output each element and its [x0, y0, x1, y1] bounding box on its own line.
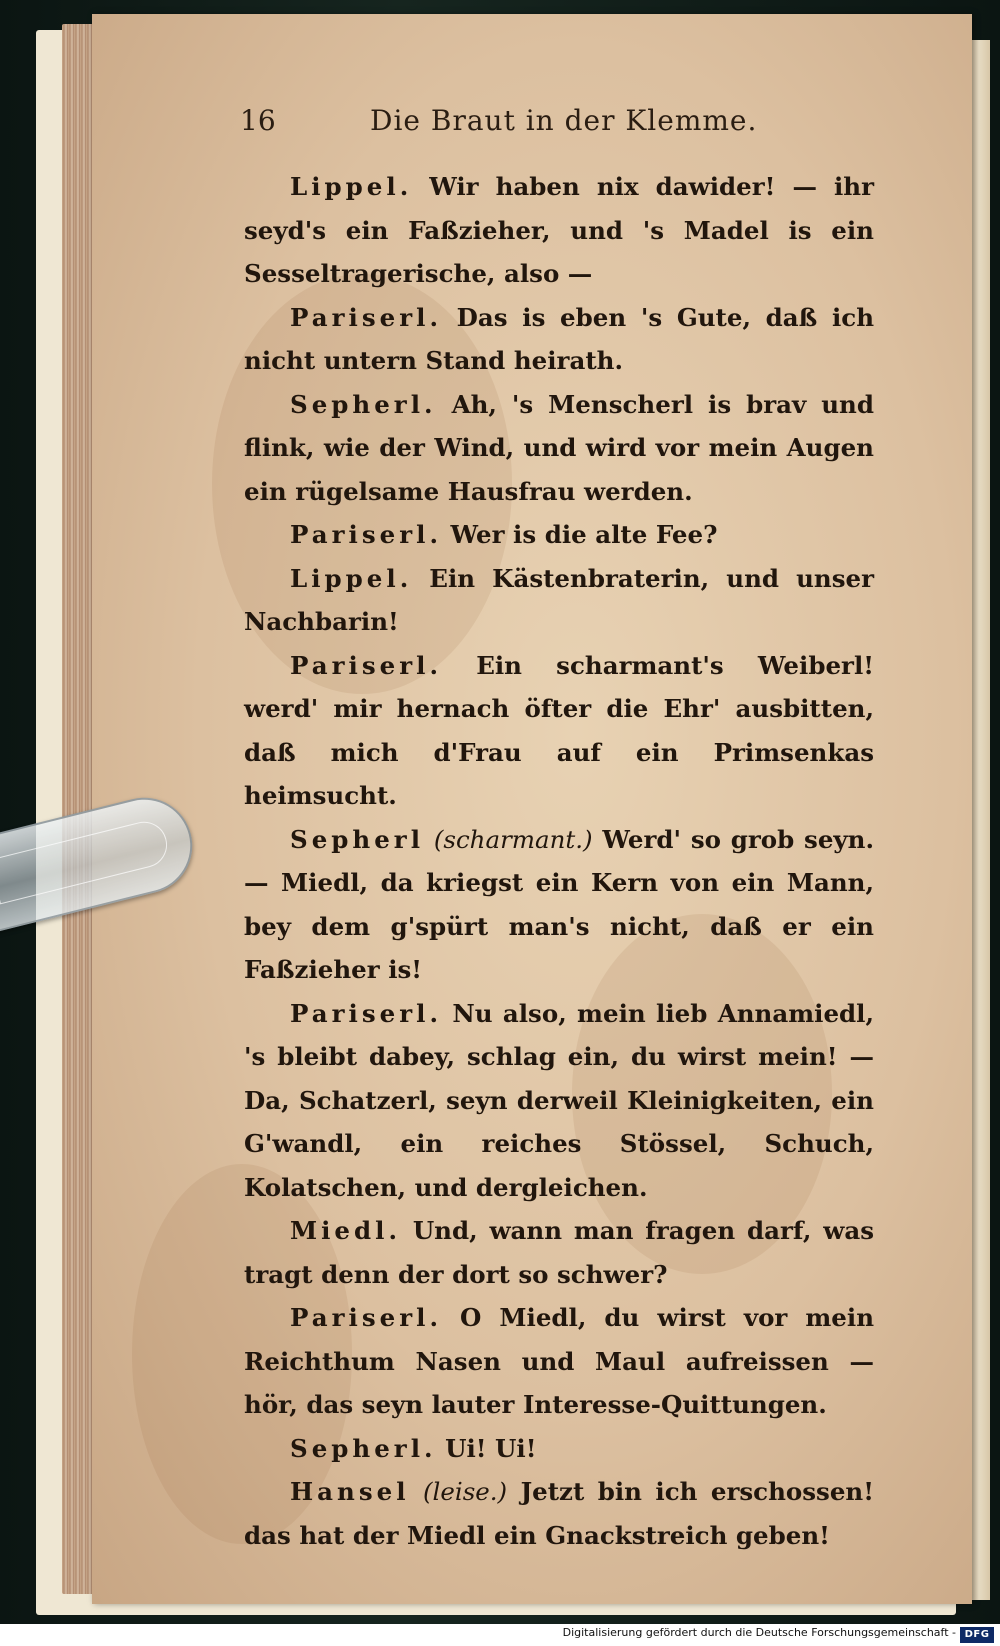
spoken-text: Und, wann man fragen darf, was tragt denn der dort so schwer?	[244, 1216, 875, 1289]
dialogue-paragraph	[244, 1427, 874, 1471]
dialogue-paragraph	[244, 513, 874, 557]
dialogue-paragraph	[244, 818, 874, 992]
speaker-name: Pariserl.	[290, 1303, 442, 1332]
dialogue-paragraph	[244, 383, 874, 514]
stage-direction: (scharmant.)	[433, 824, 593, 854]
dialogue-paragraph	[244, 1296, 874, 1427]
spoken-text: Wir haben nix dawider! — ihr seyd's ein Faßzieher, und 's Madel is ein Sesseltragerische, also —	[244, 172, 874, 288]
running-title: Die Braut in der Klemme.	[370, 104, 758, 137]
dialogue-paragraph	[244, 557, 874, 644]
page-header	[240, 104, 760, 144]
spoken-text: Wer is die alte Fee?	[450, 520, 718, 549]
speaker-name: Hansel	[290, 1477, 410, 1506]
speaker-name: Pariserl.	[290, 520, 442, 549]
dfg-logo: DFG	[960, 1627, 994, 1643]
spoken-text: Jetzt bin ich erschossen! das hat der Miedl ein Gnackstreich geben!	[244, 1477, 874, 1550]
page-number: 16	[240, 104, 276, 137]
spoken-text: Ein Kästenbraterin, und unser Nachbarin!	[244, 563, 874, 636]
spoken-text: Ein scharmant's Weiberl! werd' mir hernach öfter die Ehr' ausbitten, daß mich d'Frau auf ein Primsenkas heimsucht.	[244, 650, 875, 810]
speaker-name: Pariserl.	[290, 650, 442, 680]
funding-credit: Digitalisierung gefördert durch die Deutsche Forschungsgemeinschaft -	[562, 1626, 956, 1639]
dialogue-paragraph	[244, 992, 874, 1210]
speaker-name: Sepherl.	[290, 389, 437, 419]
spoken-text: Das is eben 's Gute, daß ich nicht untern Stand heirath.	[244, 302, 875, 375]
page-body	[244, 165, 874, 1557]
spoken-text: Nu also, mein lieb Annamiedl, 's bleibt dabey, schlag ein, du wirst mein! — Da, Schatzerl, seyn derweil Kleinigkeiten, ein G'wandl, ein reiches Stössel, Schuch, Kolatschen, und dergleichen.	[244, 998, 874, 1202]
speaker-name: Pariserl.	[290, 998, 442, 1028]
speaker-name: Pariserl.	[290, 302, 442, 332]
dialogue-paragraph	[244, 644, 874, 818]
footer-bar	[0, 1624, 1000, 1646]
speaker-name: Sepherl	[290, 824, 425, 854]
dialogue-paragraph	[244, 1470, 874, 1557]
speaker-name: Lippel.	[290, 172, 413, 201]
spoken-text: Ui! Ui!	[445, 1433, 537, 1463]
dialogue-paragraph	[244, 1209, 874, 1296]
dialogue-paragraph	[244, 165, 874, 296]
spoken-text: Ah, 's Menscherl is brav und flink, wie der Wind, und wird vor mein Augen ein rügelsame Hausfrau werden.	[244, 389, 874, 506]
dialogue-paragraph	[244, 296, 874, 383]
page-clip-highlight	[0, 817, 172, 904]
spoken-text: O Miedl, du wirst vor mein Reichthum Nasen und Maul aufreissen — hör, das seyn lauter Interesse-Quittungen.	[244, 1303, 875, 1419]
speaker-name: Sepherl.	[290, 1433, 437, 1463]
stage-direction: (leise.)	[422, 1477, 508, 1506]
speaker-name: Lippel.	[290, 563, 413, 593]
spoken-text: Werd' so grob seyn. — Miedl, da kriegst ein Kern von ein Mann, bey dem g'spürt man's nicht, daß er ein Faßzieher is!	[244, 824, 875, 984]
speaker-name: Miedl.	[290, 1216, 401, 1245]
